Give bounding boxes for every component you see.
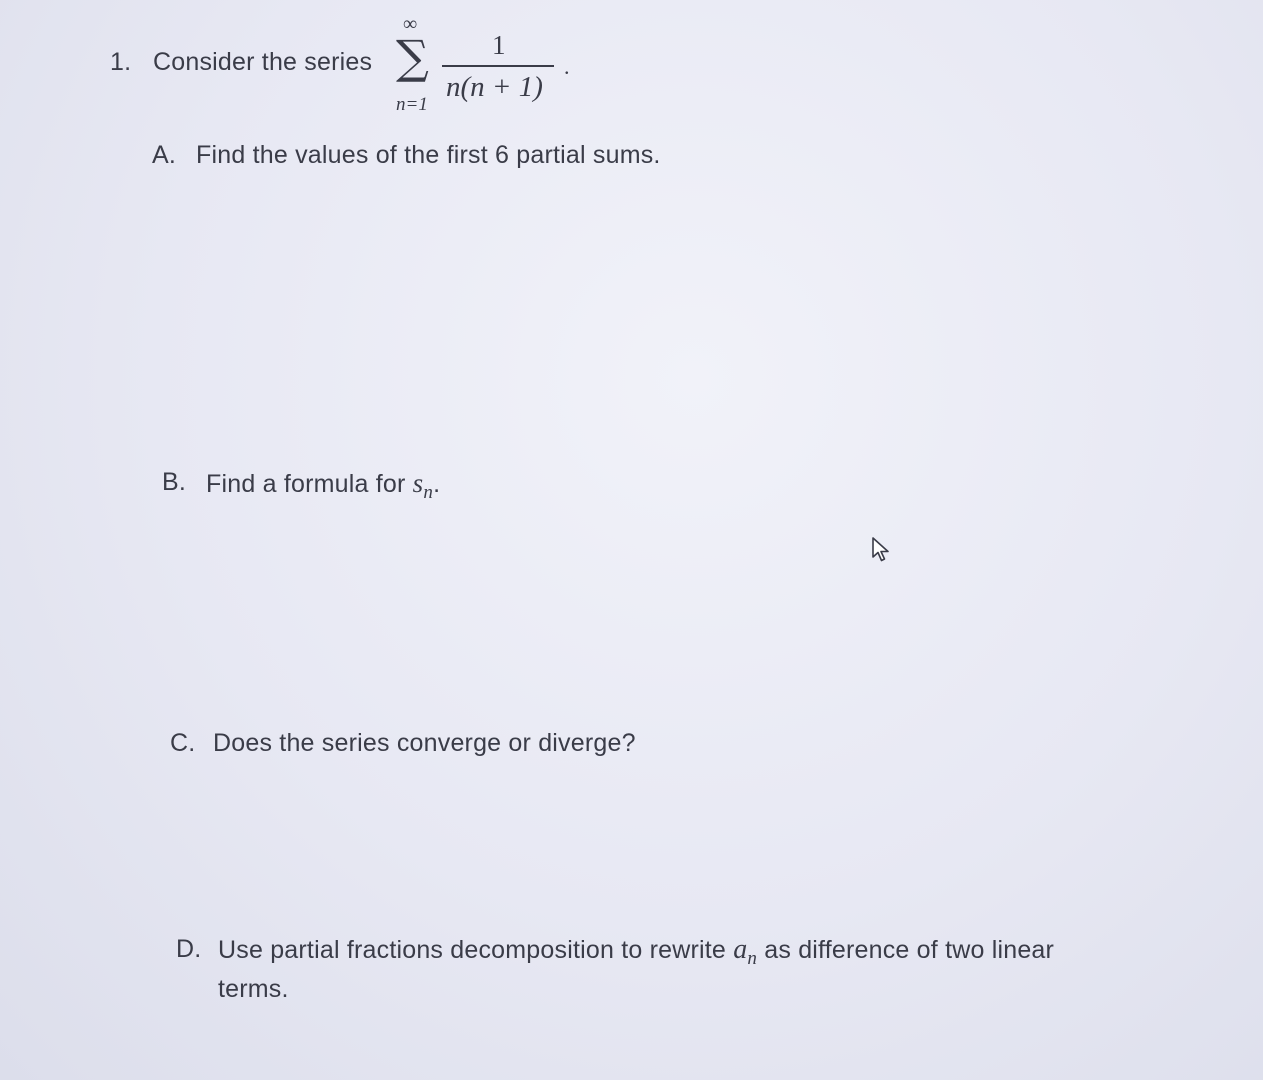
part-d-text [218,934,1078,1005]
fraction-numerator: 1 [492,30,506,60]
upper-limit-infinity: ∞ [403,13,418,35]
lower-limit: n=1 [396,94,428,115]
part-c-text: Does the series converge or diverge? [213,729,636,757]
fraction-denominator: n(n + 1) [446,71,543,103]
part-b-line [206,468,440,504]
part-b-period: . [433,470,441,498]
mouse-pointer-icon [870,536,894,564]
part-b-variable: s [412,468,424,498]
summation-sigma: ∑ [396,30,429,84]
part-d-text-before: Use partial fractions decomposition to rewrite [218,936,734,964]
part-a-label: A. [152,141,177,169]
fraction-bar [442,65,554,67]
part-d-label: D. [176,935,202,963]
part-b-subscript: n [423,482,434,503]
series-end-period: . [564,54,570,79]
question-number: 1. [110,48,132,76]
question-intro: Consider the series [153,48,373,76]
part-a-text: Find the values of the first 6 partial sums. [196,141,661,169]
part-b-label: B. [162,468,187,496]
part-d-subscript: n [747,948,758,969]
part-d-line-2: terms. [218,975,289,1003]
part-d-text-after: as difference of two linear [757,936,1055,964]
part-d-line-1 [218,934,1078,974]
series-expression [388,14,578,120]
part-b-text: Find a formula for [206,470,413,498]
part-c-label: C. [170,729,196,757]
part-d-variable: a [733,934,748,965]
